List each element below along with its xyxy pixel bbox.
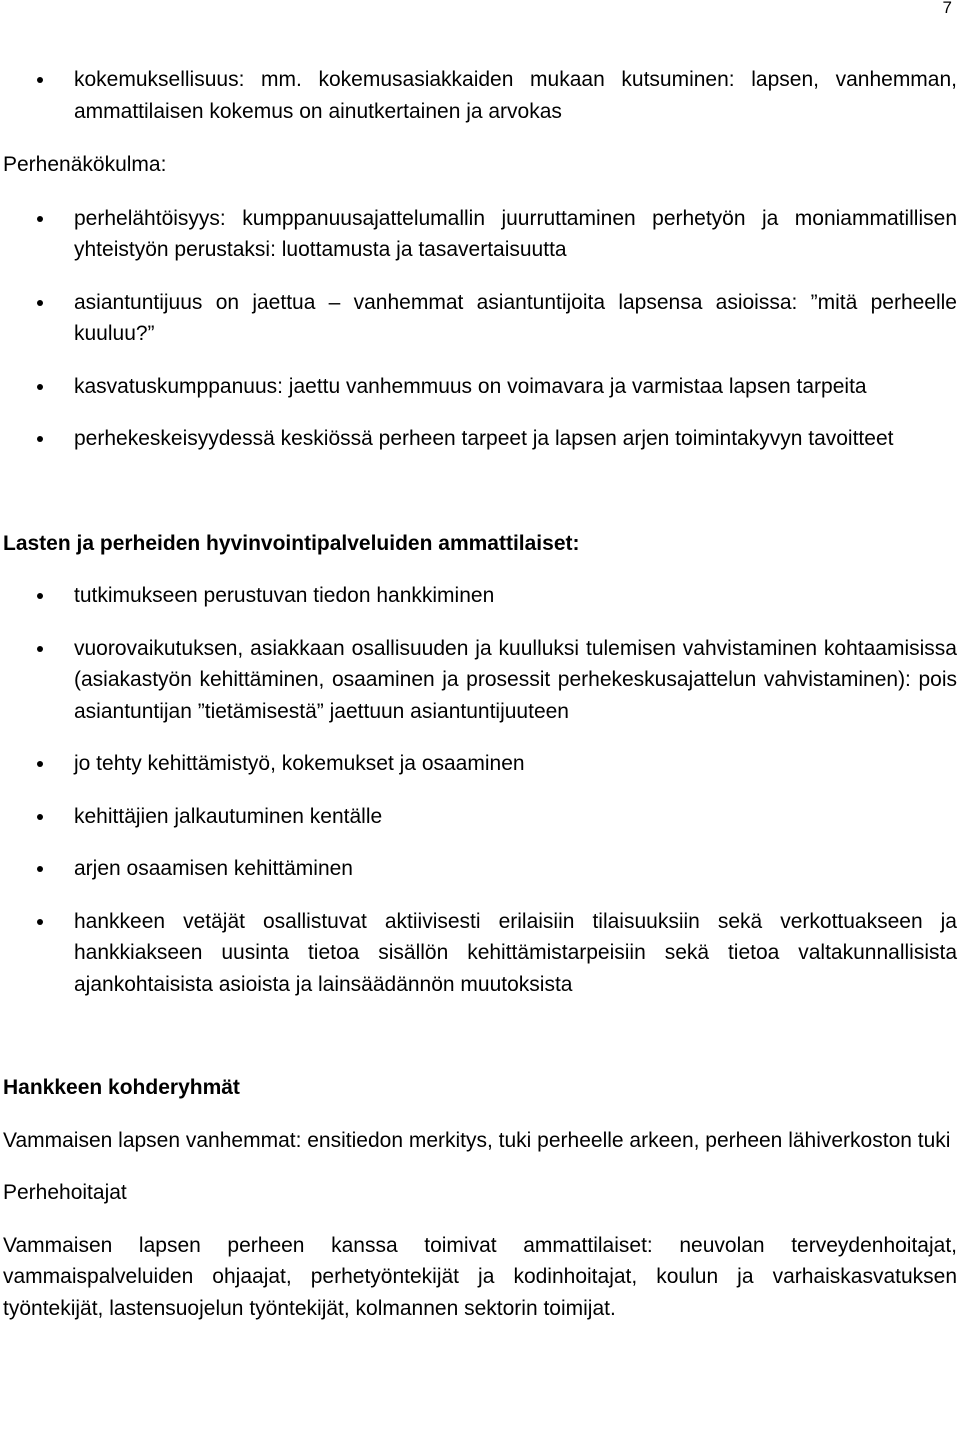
paragraph: Vammaisen lapsen vanhemmat: ensitiedon merkitys, tuki perheelle arkeen, perheen lähiverkoston tuki	[3, 1128, 951, 1152]
paragraph: Vammaisen lapsen perheen kanssa toimivat ammattilaiset: neuvolan terveydenhoitajat, vammaispalveluiden ohjaajat, perhetyöntekijät ja kodinhoitajat, koulun ja varhaiskasvatuksen työntekijät, lastensuojelun työntekijät, kolmannen sektorin toimijat.	[3, 1233, 957, 1320]
page-number: 7	[942, 0, 952, 17]
ammattilaiset-bullet-list	[3, 580, 957, 1000]
bullet-icon	[37, 646, 43, 652]
document-body	[3, 64, 957, 1324]
list-item	[3, 423, 957, 455]
list-item-text: kokemuksellisuus: mm. kokemusasiakkaiden mukaan kutsuminen: lapsen, vanhemman, ammattilaisen kokemus on ainutkertainen ja arvokas	[74, 68, 957, 123]
list-item-text: perhelähtöisyys: kumppanuusajattelumallin juurruttaminen perhetyön ja moniammatillisen yhteistyön perustaksi: luottamusta ja tasavertaisuutta	[74, 206, 957, 261]
list-item	[3, 801, 957, 833]
list-item	[3, 287, 957, 350]
perhe-bullet-list	[3, 203, 957, 455]
bullet-icon	[37, 216, 43, 222]
list-item-text: asiantuntijuus on jaettua – vanhemmat asiantuntijoita lapsensa asioissa: ”mitä perheelle kuuluu?”	[74, 290, 957, 345]
list-item-text: hankkeen vetäjät osallistuvat aktiivisesti erilaisiin tilaisuuksiin sekä verkottuakseen ja hankkiakseen uusinta tietoa sisällön kehittämistarpeisiin sekä tietoa valtakunnallisista ajankohtaisista asioista ja lainsäädännön muutoksista	[74, 909, 957, 996]
list-item	[3, 853, 957, 885]
list-item-text: tutkimukseen perustuvan tiedon hankkiminen	[74, 584, 495, 607]
list-item	[3, 64, 957, 127]
bullet-icon	[37, 761, 43, 767]
list-item-text: kasvatuskumppanuus: jaettu vanhemmuus on voimavara ja varmistaa lapsen tarpeita	[74, 374, 867, 398]
bullet-icon	[37, 593, 43, 599]
list-item-text: arjen osaamisen kehittäminen	[74, 857, 353, 880]
bullet-icon	[37, 300, 43, 306]
list-item-text: jo tehty kehittämistyö, kokemukset ja osaaminen	[74, 752, 525, 775]
list-item-text: perhekeskeisyydessä keskiössä perheen tarpeet ja lapsen arjen toimintakyvyn tavoitteet	[74, 427, 894, 450]
intro-bullet-list	[3, 64, 957, 127]
list-item-text: kehittäjien jalkautuminen kentälle	[74, 804, 383, 828]
section-heading-perhe: Perhenäkökulma:	[3, 153, 167, 176]
bullet-icon	[37, 814, 43, 820]
paragraph: Perhehoitajat	[3, 1181, 127, 1204]
bullet-icon	[37, 77, 43, 83]
bullet-icon	[37, 436, 43, 442]
section-heading-ammattilaiset: Lasten ja perheiden hyvinvointipalveluiden ammattilaiset:	[3, 531, 580, 555]
bullet-icon	[37, 919, 43, 925]
list-item	[3, 580, 957, 612]
bullet-icon	[37, 384, 43, 390]
bullet-icon	[37, 866, 43, 872]
list-item-text: vuorovaikutuksen, asiakkaan osallisuuden ja kuulluksi tulemisen vahvistaminen kohtaamisissa (asiakastyön kehittäminen, osaaminen ja prosessit perhekeskusajattelun vahvistaminen): pois asiantuntijan ”tietämisestä” jaettuun asiantuntijuuteen	[74, 636, 957, 723]
list-item	[3, 633, 957, 728]
list-item	[3, 371, 957, 403]
list-item	[3, 748, 957, 780]
section-heading-kohderyhmat: Hankkeen kohderyhmät	[3, 1076, 240, 1099]
list-item	[3, 203, 957, 266]
list-item	[3, 906, 957, 1001]
